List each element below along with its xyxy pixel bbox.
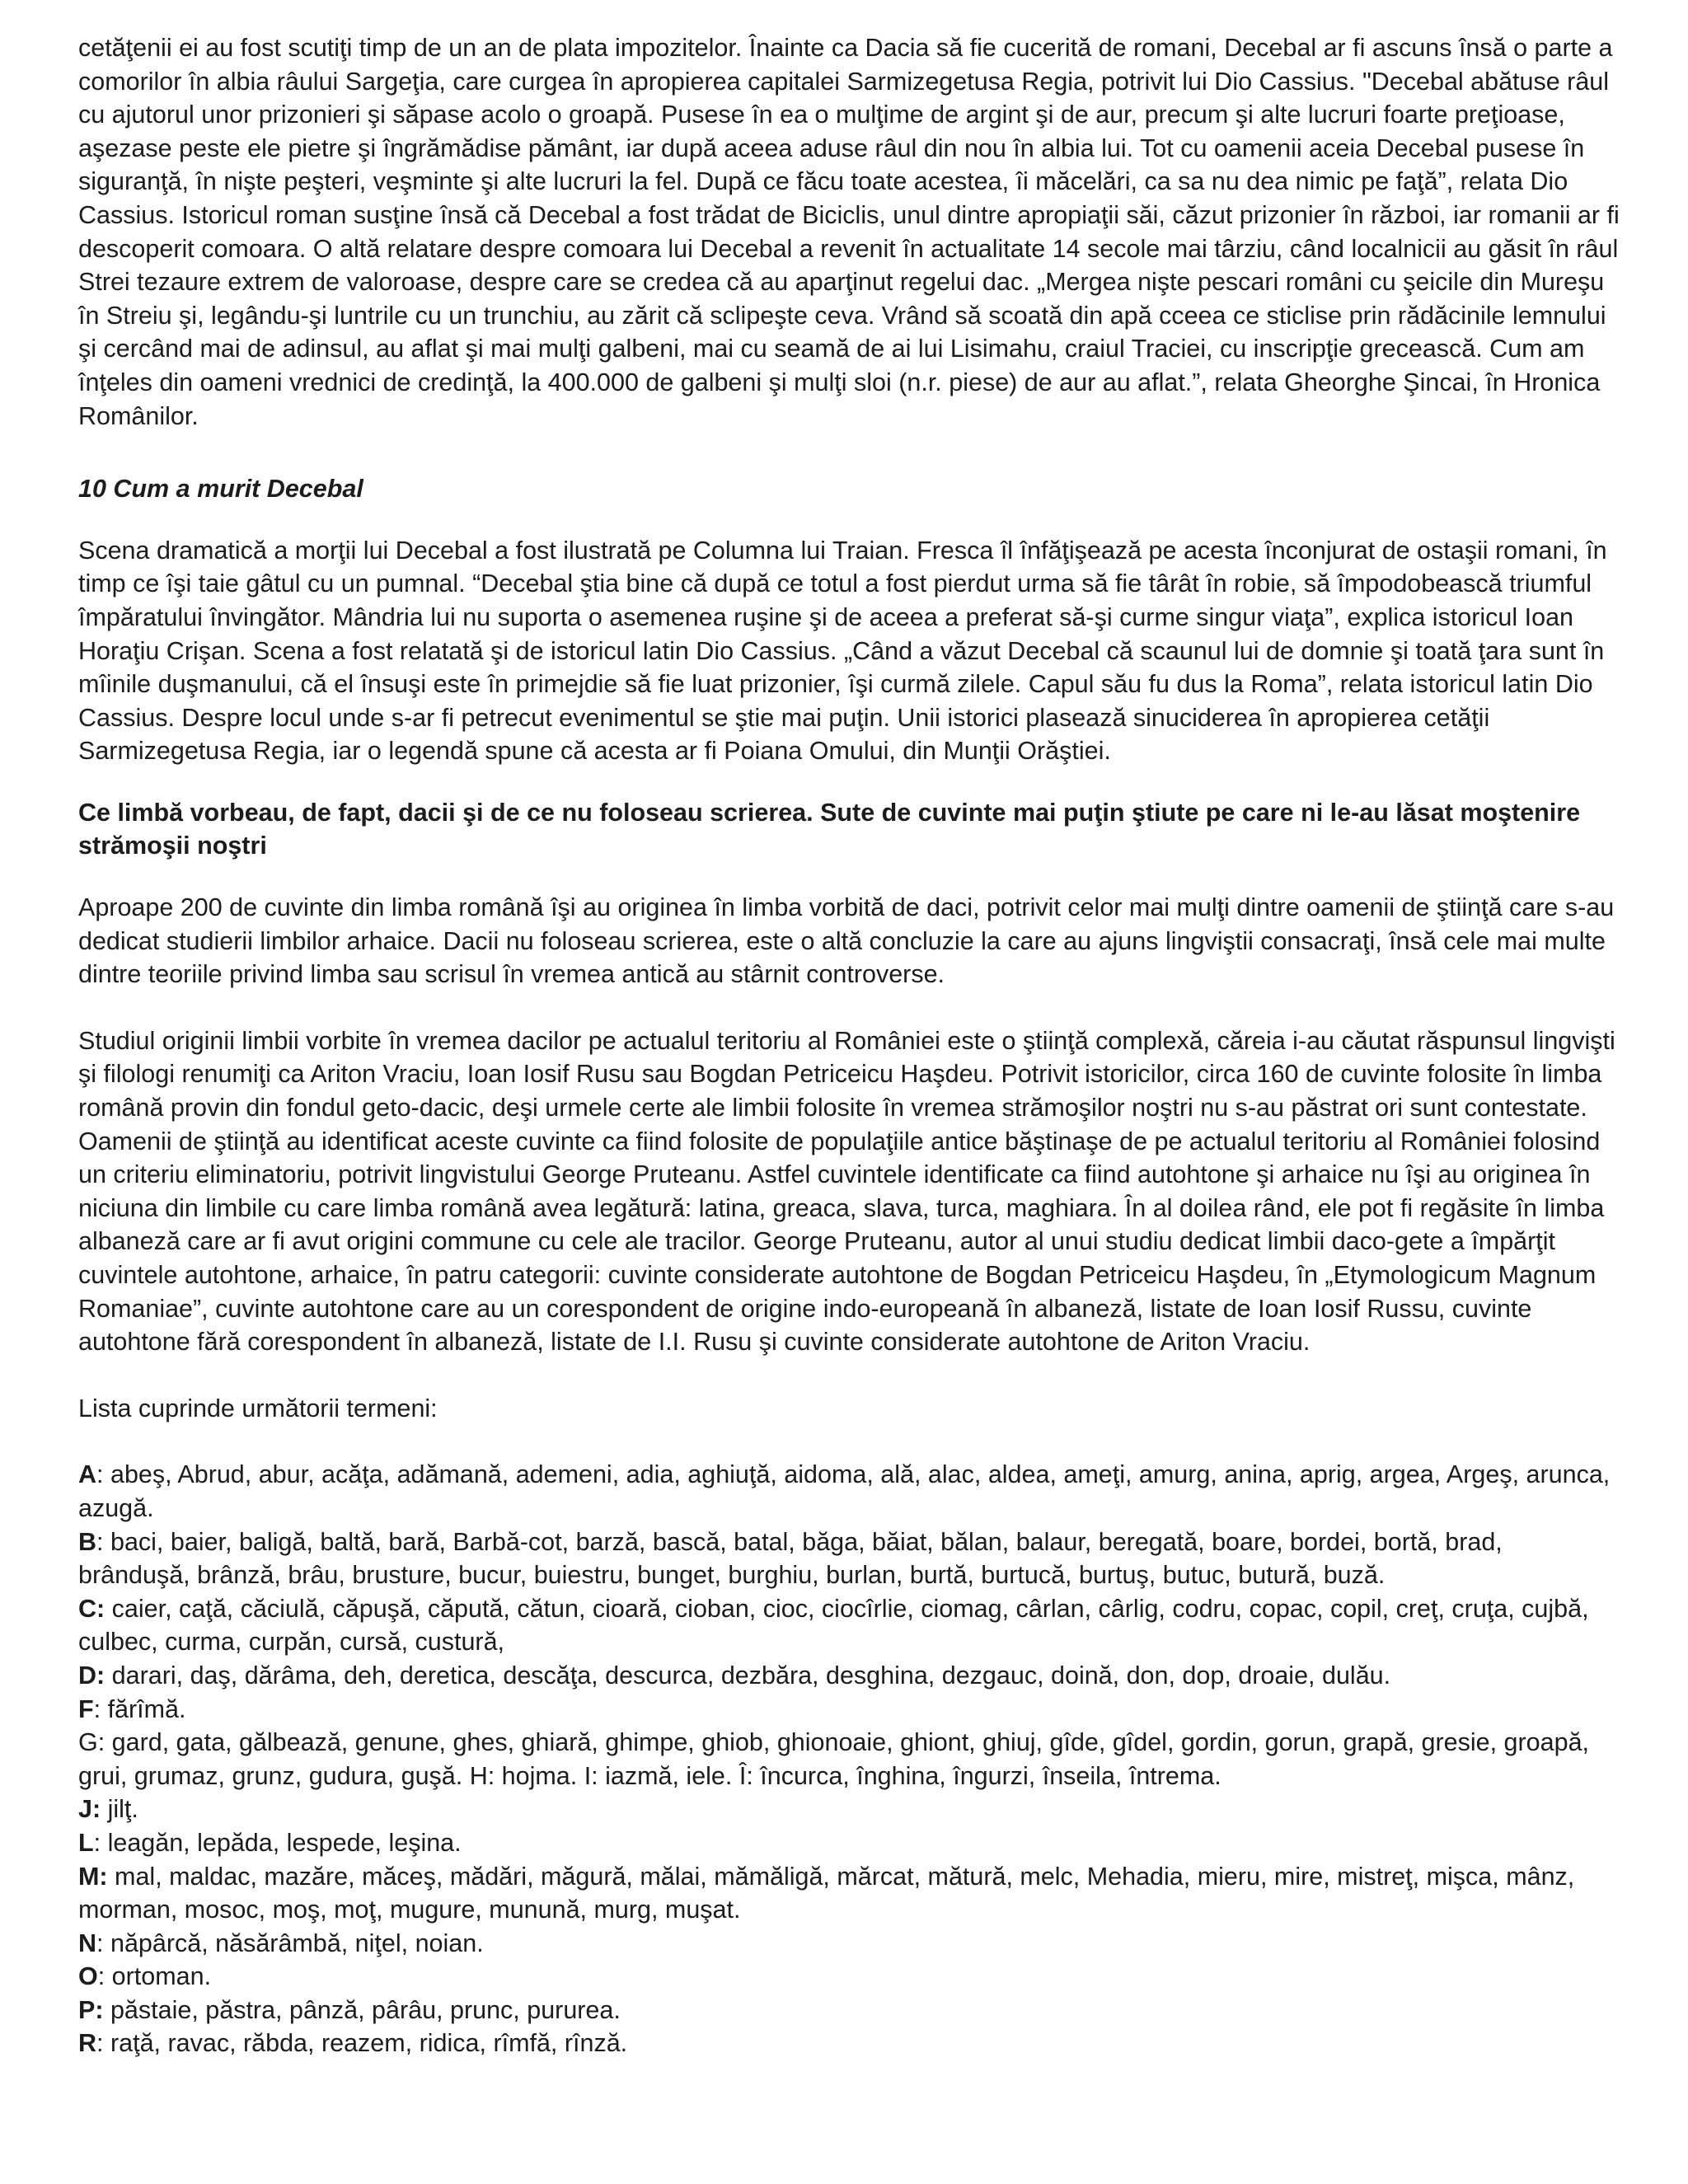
word-list-words: păstaie, păstra, pânză, pârâu, prunc, pururea. — [103, 1995, 621, 2024]
word-list-item-f — [78, 1693, 1620, 1727]
language-paragraph-1: Aproape 200 de cuvinte din limba română îşi au originea în limba vorbită de daci, potrivit celor mai mulţi dintre oamenii de ştiinţă care s-au dedicat studierii limbilor arhaice. Dacii nu foloseau scrierea, este o altă concluzie la care au ajuns lingviştii consacraţi, însă cele mai multe dintre teoriile privind limba sau scrisul în vremea antică au stârnit controverse. — [78, 893, 1615, 989]
word-list-item-l — [78, 1826, 1620, 1860]
word-list-letter: G — [78, 1728, 98, 1757]
word-list-item-a — [78, 1458, 1620, 1525]
word-list-words: mal, maldac, mazăre, măceş, mădări, măgură, mălai, mămăligă, mărcat, mătură, melc, Mehadia, mieru, mire, mistreţ, mişca, mânz, morman, mosoc, moş, moţ, mugure, munună, murg, muşat. — [78, 1862, 1575, 1924]
word-list-letter: F — [78, 1694, 94, 1723]
word-list-letter: J: — [78, 1795, 101, 1824]
word-list-item-n — [78, 1927, 1620, 1961]
document-page — [78, 31, 1620, 2060]
language-paragraph-2: Studiul originii limbii vorbite în vremea dacilor pe actualul teritoriu al României este o ştiinţă complexă, căreia i-au căutat răspunsul lingvişti şi filologi renumiţi ca Ariton Vraciu, Ioan Iosif Rusu sau Bogdan Petriceicu Haşdeu. Potrivit istoricilor, circa 160 de cuvinte folosite în limba română provin din fondul geto-dacic, deşi urmele certe ale limbii folosite în vremea strămoşilor noştri nu s-au păstrat ori sunt contestate. Oamenii de ştiinţă au identificat aceste cuvinte ca fiind folosite de populaţiile antice băştinaşe de pe actualul teritoriu al României folosind un criteriu eliminatoriu, potrivit lingvistului George Pruteanu. Astfel cuvintele identificate ca fiind autohtone şi arhaice nu îşi au originea în niciuna din limbile cu care limba română avea legătură: latina, greaca, slava, turca, maghiara. În al doilea rând, ele pot fi regăsite în limba albaneză care ar fi avut origini commune cu cele ale tracilor. George Pruteanu, autor al unui studiu dedicat limbii daco-gete a împărţit cuvintele autohtone, arhaice, în patru categorii: cuvinte considerate autohtone de Bogdan Petriceicu Haşdeu, în „Etymologicum Magnum Romaniae”, cuvinte autohtone care au un corespondent de origine indo-europeană în albaneză, listate de Ioan Iosif Russu, cuvinte autohtone fără corespondent în albaneză, listate de I.I. Rusu şi cuvinte considerate autohtone de Ariton Vraciu. — [78, 1026, 1615, 1357]
word-list-words: darari, daş, dărâma, deh, deretica, descăţa, descurca, dezbăra, desghina, dezgauc, doină, don, dop, droaie, dulău. — [105, 1661, 1391, 1690]
word-list-words: : abeş, Abrud, abur, acăţa, adămană, ademeni, adia, aghiuţă, aidoma, ală, alac, aldea, ameţi, amurg, anina, aprig, argea, Argeş, arunca, azugă. — [78, 1460, 1611, 1522]
word-list-letter: A — [78, 1460, 97, 1489]
word-list-letter: R — [78, 2029, 97, 2058]
word-list-item-c — [78, 1592, 1620, 1659]
word-list-letter: D: — [78, 1661, 106, 1690]
word-list-words: caier, caţă, căciulă, căpuşă, căpută, cătun, cioară, cioban, cioc, ciocîrlie, ciomag, cârlan, cârlig, codru, copac, copil, creţ, cruţa, cujbă, culbec, curma, curpăn, cursă, custură, — [78, 1594, 1589, 1657]
section-heading-limba-dacilor: Ce limbă vorbeau, de fapt, dacii şi de ce nu foloseau scrierea. Sute de cuvinte mai puţin ştiute pe care ni le-au lăsat moştenire strămoşii noştri — [78, 798, 1581, 860]
word-list-letter: N — [78, 1929, 97, 1957]
word-list-item-o — [78, 1960, 1620, 1994]
word-list-words: : fărîmă. — [93, 1694, 186, 1723]
word-list-words: : leagăn, lepăda, lespede, leşina. — [93, 1828, 462, 1857]
intro-paragraph: cetăţenii ei au fost scutiţi timp de un an de plata impozitelor. Înainte ca Dacia să fie cucerită de romani, Decebal ar fi ascuns însă o parte a comorilor în albia râului Sargeţia, care curgea în apropierea capitalei Sarmizegetusa Regia, potrivit lui Dio Cassius. "Decebal abătuse râul cu ajutorul unor prizonieri şi săpase acolo o groapă. Pusese în ea o mulţime de argint şi de aur, precum şi alte lucruri foarte preţioase, aşezase peste ele pietre şi îngrămădise pământ, iar după aceea aduse râul din nou în albia lui. Tot cu oamenii aceia Decebal pusese în siguranţă, în nişte peşteri, veşminte şi alte lucruri la fel. După ce făcu toate acestea, îi măcelări, ca sa nu dea nimic pe faţă”, relata Dio Cassius. Istoricul roman susţine însă că Decebal a fost trădat de Biciclis, unul dintre apropiaţii săi, căzut prizonier în război, iar romanii ar fi descoperit comoara. O altă relatare despre comoara lui Decebal a revenit în actualitate 14 secole mai târziu, când localnicii au găsit în râul Strei tezaure extrem de valoroase, despre care se credea că au aparţinut regelui dac. „Mergea nişte pescari români cu şeicile din Mureşu în Streiu şi, legându-şi luntrile cu un trunchiu, au zărit că sclipeşte ceva. Vrând să scoată din apă cceea ce sticlise prin rădăcinile lemnului şi cercând mai de adinsul, au aflat şi mai mulţi galbeni, mai cu seamă de ai lui Lisimahu, craiul Traciei, cu inscripţie grecească. Cum am înţeles din oameni vrednici de credinţă, la 400.000 de galbeni şi mulţi sloi (n.r. piese) de aur au aflat.”, relata Gheorghe Şincai, în Hronica Românilor. — [78, 34, 1620, 430]
word-list-words: : năpârcă, năsărâmbă, niţel, noian. — [96, 1929, 484, 1957]
decebal-death-paragraph: Scena dramatică a morţii lui Decebal a fost ilustrată pe Columna lui Traian. Fresca îl înfăţişează pe acesta înconjurat de ostaşii romani, în timp ce îşi taie gâtul cu un pumnal. “Decebal ştia bine că după ce totul a fost pierdut urma să fie târât în robie, să împodobească triumful împăratului învingător. Mândria lui nu suporta o asemenea ruşine şi de aceea a preferat să-şi curme singur viaţa”, explica istoricul Ioan Horaţiu Crişan. Scena a fost relatată şi de istoricul latin Dio Cassius. „Când a văzut Decebal că scaunul lui de domnie şi toată ţara sunt în mîinile duşmanului, că el însuşi este în primejdie să fie luat prizonier, îşi curmă zilele. Capul său fu dus la Roma”, relata istoricul latin Dio Cassius. Despre locul unde s-ar fi petrecut evenimentul se ştie mai puţin. Unii istorici plasează sinuciderea în apropierea cetăţii Sarmizegetusa Regia, iar o legendă spune că acesta ar fi Poiana Omului, din Munţii Orăştiei. — [78, 536, 1607, 766]
word-list-letter: P: — [78, 1995, 104, 2024]
word-list — [78, 1458, 1620, 2060]
word-list-item-m — [78, 1860, 1620, 1927]
word-list-intro: Lista cuprinde următorii termeni: — [78, 1394, 438, 1422]
word-list-words: jilţ. — [101, 1795, 138, 1824]
word-list-item-p — [78, 1994, 1620, 2027]
word-list-item-j — [78, 1793, 1620, 1826]
word-list-words: : ortoman. — [97, 1962, 212, 1991]
word-list-item-d — [78, 1659, 1620, 1693]
word-list-letter: L — [78, 1828, 94, 1857]
word-list-words: : gard, gata, gălbează, genune, ghes, ghiară, ghimpe, ghiob, ghionoaie, ghiont, ghiuj, gîde, gîdel, gordin, gorun, grapă, gresie, groapă, grui, grumaz, grunz, gudura, guşă. H: hojma. I: iazmă, iele. Î: încurca, înghina, îngurzi, înseila, întrema. — [78, 1728, 1590, 1790]
word-list-item-g — [78, 1726, 1620, 1793]
word-list-letter: B — [78, 1527, 97, 1556]
word-list-words: : baci, baier, baligă, baltă, bară, Barbă-cot, barză, bască, batal, băga, băiat, bălan, balaur, beregată, boare, bordei, bortă, brad, brânduşă, brânză, brâu, brusture, bucur, buiestru, bunget, burghiu, burlan, burtă, burtucă, burtuş, butuc, butură, buză. — [78, 1527, 1503, 1590]
word-list-letter: M: — [78, 1862, 108, 1891]
word-list-item-b — [78, 1526, 1620, 1592]
word-list-item-r — [78, 2027, 1620, 2060]
word-list-letter: C: — [78, 1594, 106, 1623]
word-list-letter: O — [78, 1962, 98, 1991]
word-list-words: : raţă, ravac, răbda, reazem, ridica, rîmfă, rînză. — [96, 2029, 628, 2058]
section-heading-cum-a-murit-decebal: 10 Cum a murit Decebal — [78, 475, 363, 504]
